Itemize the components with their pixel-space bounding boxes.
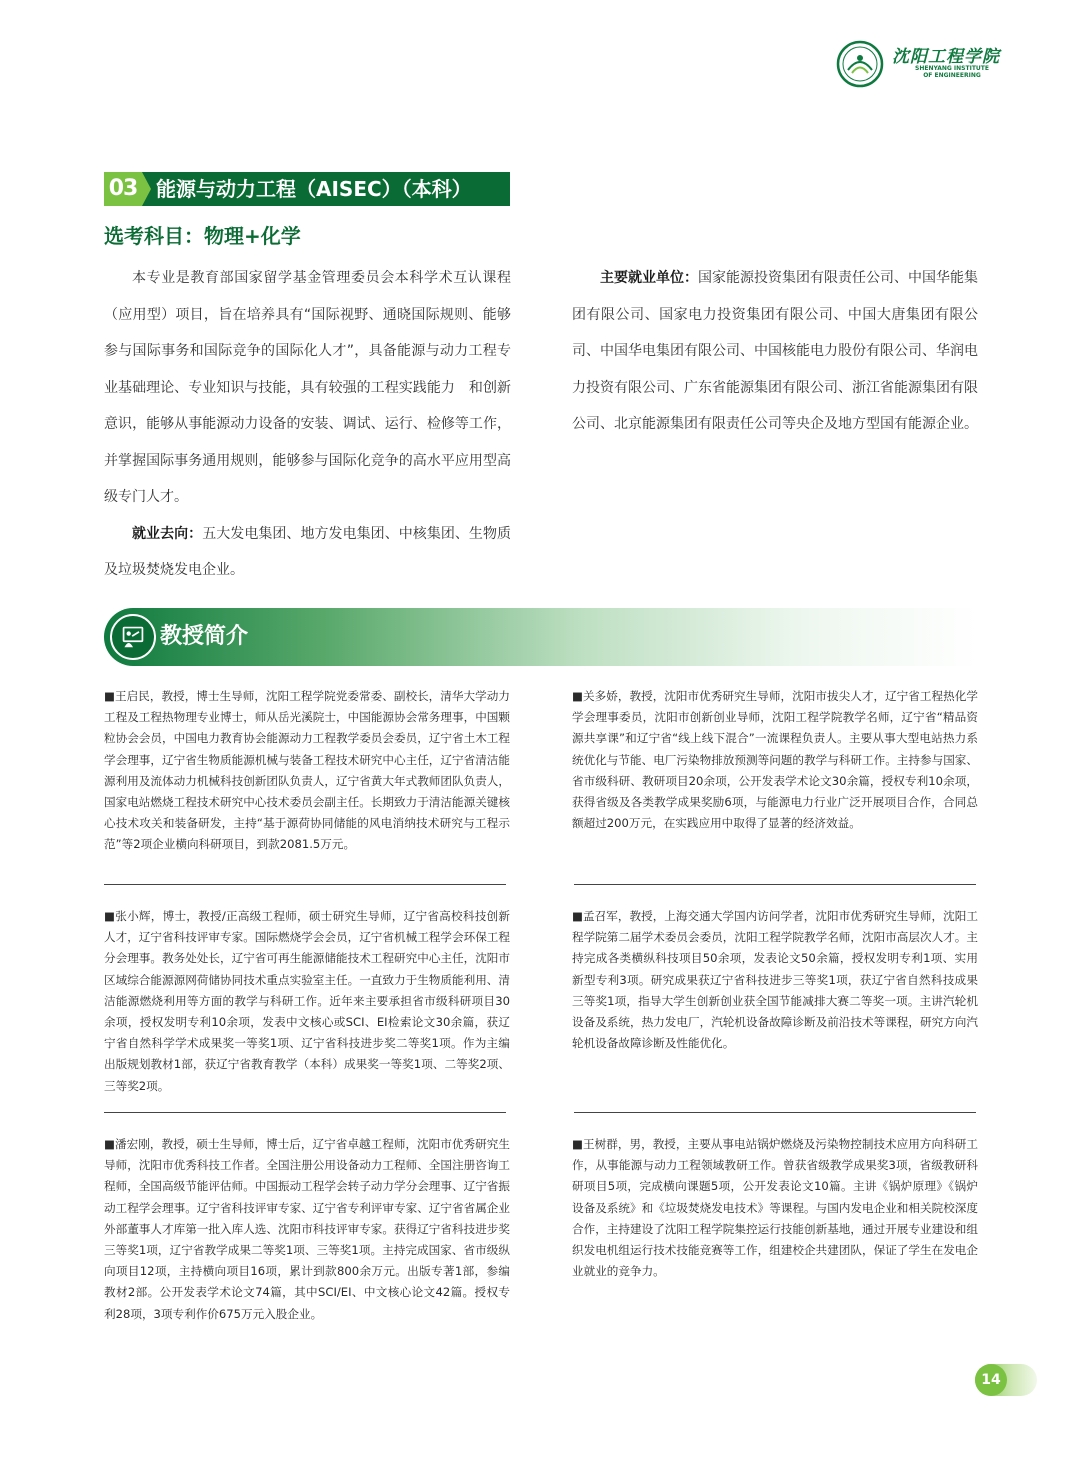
bullet-square-icon: ■ — [104, 689, 115, 703]
professor-bio-text: 关多娇，教授，沈阳市优秀研究生导师，沈阳市拔尖人才，辽宁省工程热化学学会理事委员，沈阳市创新创业导师，沈阳工程学院教学名师，辽宁省“精品资源共享课”和辽宁省“线上线下混合”一流课程负责人。主要从事大型电站热力系统优化与节能、电厂污染物排放预测等问题的教学与科研工作。主持参与国家、省市级科研、教研项目20余项，公开发表学术论文30余篇，授权专利10余项，获得省级及各类教学成果奖励6项，与能源电力行业广泛开展项目合作，合同总额超过200万元，在实践应用中取得了显著的经济效益。 — [572, 689, 978, 831]
school-seal-icon — [836, 40, 884, 88]
professor-bio-text: 王启民，教授，博士生导师，沈阳工程学院党委常委、副校长，清华大学动力工程及工程热物理专业博士，师从岳光溪院士，中国能源协会常务理事，中国颗粒协会会员，中国电力教育协会能源动力工程教学委员会委员，辽宁省土木工程学会理事，辽宁省生物质能源机械与装备工程技术研究中心主任，辽宁省清洁能源利用及流体动力机械科技创新团队负责人，辽宁省黄大年式教师团队负责人，国家电站燃烧工程技术研究中心技术委员会副主任。长期致力于清洁能源关键核心技术攻关和装备研发，主持“基于源荷协同储能的风电消纳技术研究与工程示范”等2项企业横向科研项目，到款2081.5万元。 — [104, 689, 510, 852]
bullet-square-icon: ■ — [572, 909, 583, 923]
program-intro-column — [104, 260, 511, 589]
section-arrow-icon — [142, 172, 151, 206]
career-direction — [104, 516, 511, 589]
professor-bio-text: 张小辉，博士，教授/正高级工程师，硕士研究生导师，辽宁省高校科技创新人才，辽宁省科技评审专家。国际燃烧学会会员，辽宁省机械工程学会环保工程分会理事。教务处处长，辽宁省可再生能源储能技术工程研究中心主任，沈阳市区域综合能源源网荷储协同技术重点实验室主任。一直致力于生物质能利用、清洁能源燃烧利用等方面的教学与科研工作。近年来主要承担省市级科研项目30余项，授权发明专利10余项，发表中文核心或SCI、EI检索论文30余篇，获辽宁省自然科学学术成果奖一等奖1项、辽宁省科技进步奖二等奖1项。作为主编出版规划教材1部，获辽宁省教育教学（本科）成果奖一等奖1项、二等奖2项、三等奖2项。 — [104, 909, 510, 1093]
professor-bio — [572, 686, 978, 834]
professor-bio — [572, 906, 978, 1054]
professor-teaching-icon — [110, 614, 156, 660]
school-logo — [836, 40, 1046, 92]
program-description: 本专业是教育部国家留学基金管理委员会本科学术互认课程（应用型）项目，旨在培养具有“国际视野、通晓国际规则、能够参与国际事务和国际竞争的国际化人才”，具备能源与动力工程专业基础理论、专业知识与技能，具有较强的工程实践能力 和创新意识，能够从事能源动力设备的安装、调试、运行、检修等工作，并掌握国际事务通用规则，能够参与国际化竞争的高水平应用型高级专门人才。 — [104, 270, 511, 505]
main-employers — [572, 260, 978, 443]
employers-text: 国家能源投资集团有限责任公司、中国华能集团有限公司、国家电力投资集团有限公司、中国大唐集团有限公司、中国华电集团有限公司、中国核能电力股份有限公司、华润电力投资有限公司、广东省能源集团有限公司、浙江省能源集团有限公司、北京能源集团有限责任公司等央企及地方型国有能源企业。 — [572, 270, 978, 432]
professors-banner — [104, 608, 980, 666]
bio-divider — [104, 884, 506, 885]
bio-divider — [574, 1112, 976, 1113]
section-number: 03 — [104, 172, 142, 206]
section-heading-bar — [104, 172, 510, 206]
professor-bio — [572, 1134, 978, 1282]
logo-english-name: SHENYANG INSTITUTE OF ENGINEERING — [915, 65, 989, 79]
employers-column — [572, 260, 978, 443]
page-number: 14 — [975, 1364, 1007, 1396]
page-number-badge — [975, 1364, 1037, 1396]
career-label: 就业去向： — [132, 525, 203, 542]
logo-chinese-name: 沈阳工程学院 — [892, 47, 1000, 67]
bio-divider — [104, 1112, 506, 1113]
professor-bio — [104, 1134, 510, 1325]
exam-subjects: 选考科目：物理+化学 — [104, 224, 301, 248]
section-title: 能源与动力工程（AISEC）（本科） — [156, 177, 472, 201]
bullet-square-icon: ■ — [572, 1137, 583, 1151]
professor-bio-text: 孟召军，教授，上海交通大学国内访问学者，沈阳市优秀研究生导师，沈阳工程学院第二届学术委员会委员，沈阳工程学院教学名师，沈阳市高层次人才。主持完成各类横纵科技项目50余项，发表论文50余篇，授权发明专利1项、实用新型专利3项。研究成果获辽宁省科技进步三等奖1项，获辽宁省自然科技成果三等奖1项，指导大学生创新创业获全国节能减排大赛二等奖一项。主讲汽轮机设备及系统，热力发电厂，汽轮机设备故障诊断及前沿技术等课程，研究方向汽轮机设备故障诊断及性能优化。 — [572, 909, 978, 1051]
professor-bio — [104, 906, 510, 1097]
career-text: 五大发电集团、地方发电集团、中核集团、生物质及垃圾焚烧发电企业。 — [104, 525, 512, 578]
employers-label: 主要就业单位： — [600, 270, 698, 286]
bullet-square-icon: ■ — [572, 689, 583, 703]
bullet-square-icon: ■ — [104, 1137, 115, 1151]
professor-bio-text: 潘宏刚，教授，硕士生导师，博士后，辽宁省卓越工程师，沈阳市优秀研究生导师，沈阳市优秀科技工作者。全国注册公用设备动力工程师、全国注册咨询工程师，全国高级节能评估师。中国振动工程学会转子动力学分会理事、辽宁省振动工程学会理事。辽宁省科技评审专家、辽宁省专利评审专家、辽宁省省属企业外部董事人才库第一批入库人选、沈阳市科技评审专家。获得辽宁省科技进步奖三等奖1项，辽宁省教学成果二等奖1项、三等奖1项。主持完成国家、省市级纵向项目12项，主持横向项目16项，累计到款800余万元。出版专著1部，参编教材2部。公开发表学术论文74篇，其中SCI/EI、中文核心论文42篇。授权专利28项，3项专利作价675万元入股企业。 — [104, 1137, 510, 1321]
bullet-square-icon: ■ — [104, 909, 116, 923]
bio-divider — [574, 884, 976, 885]
professors-title: 教授简介 — [160, 624, 249, 649]
professor-bio-text: 王树群，男，教授，主要从事电站锅炉燃烧及污染物控制技术应用方向科研工作，从事能源与动力工程领域教研工作。曾获省级教学成果奖3项，省级教研科研项目5项，完成横向课题5项，公开发表论文10篇。主讲《锅炉原理》《锅炉设备及系统》和《垃圾焚烧发电技术》等课程。与国内发电企业和相关院校深度合作，主持建设了沈阳工程学院集控运行技能创新基地，通过开展专业建设和组织发电机组运行技术技能竞赛等工作，组建校企共建团队，保证了学生在发电企业就业的竞争力。 — [572, 1137, 978, 1279]
professor-bio — [104, 686, 510, 856]
